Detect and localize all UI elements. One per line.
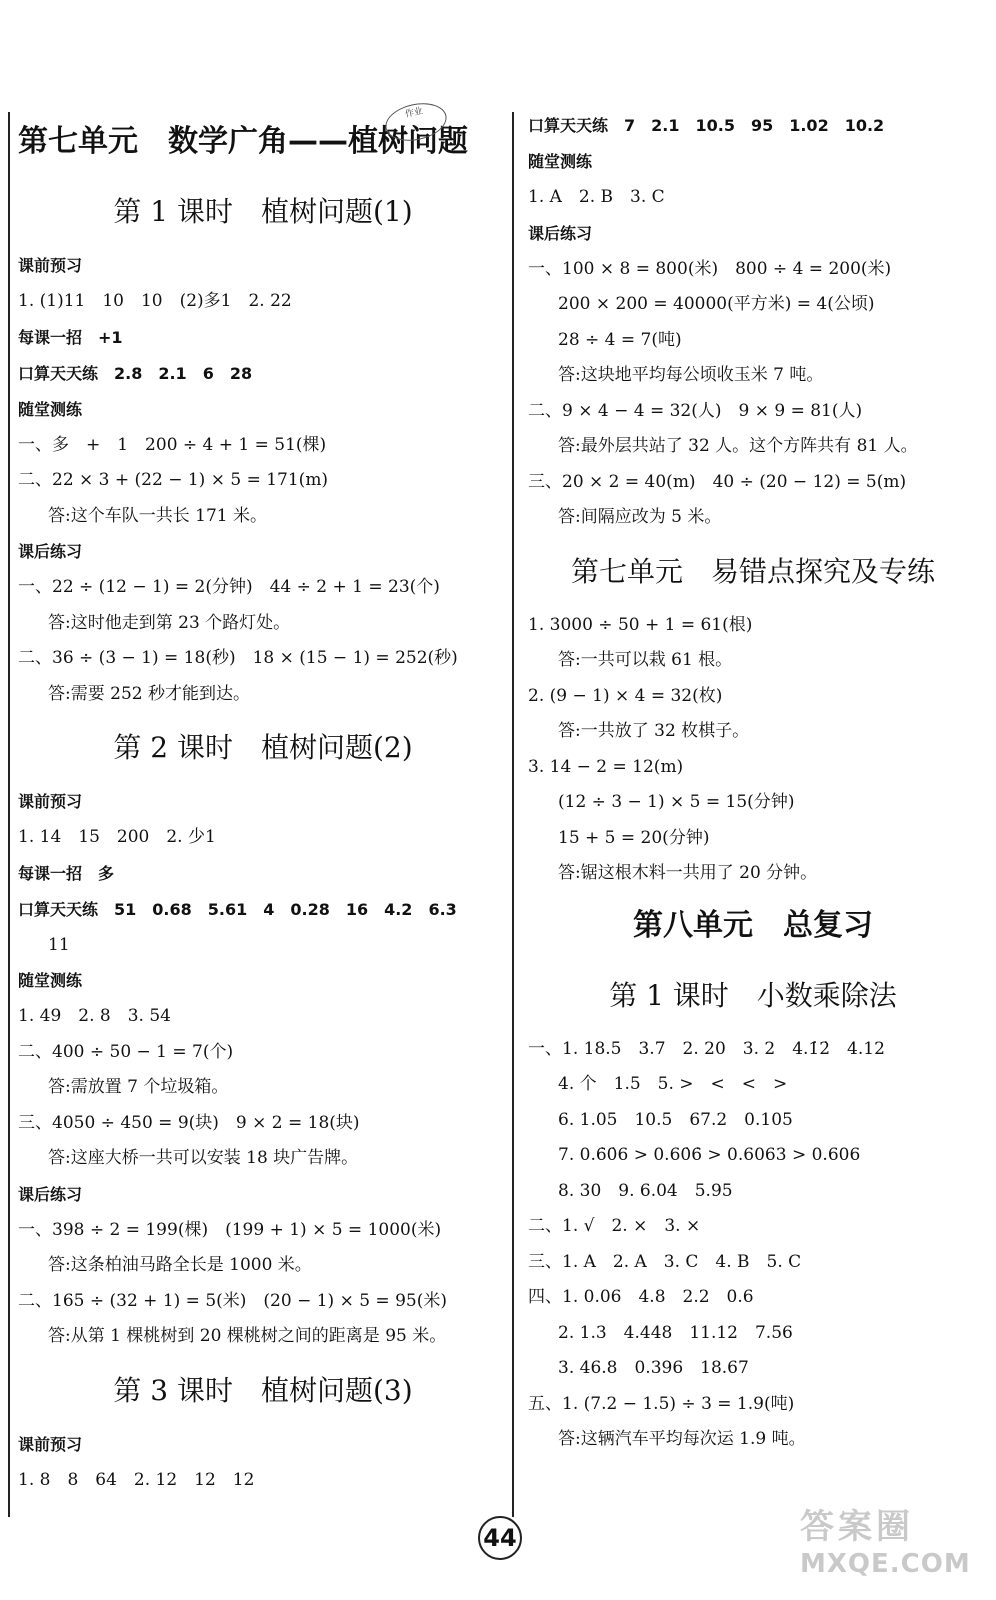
answer-line: 一、100 × 8 = 800(米) 800 ÷ 4 = 200(米) xyxy=(528,258,892,279)
answer-line: 一、398 ÷ 2 = 199(棵) (199 + 1) × 5 = 1000(米) xyxy=(18,1219,442,1240)
answer-line-indented: 答:这条柏油马路全长是 1000 米。 xyxy=(48,1255,312,1275)
answer-line: 2. (9 − 1) × 4 = 32(枚) xyxy=(528,685,723,706)
left-border xyxy=(8,112,10,1517)
answer-line-indented: 答:这块地平均每公顷收玉米 7 吨。 xyxy=(558,365,824,385)
answer-line-indented: 答:从第 1 棵桃树到 20 棵桃树之间的距离是 95 米。 xyxy=(48,1326,447,1346)
answer-line-indented: 28 ÷ 4 = 7(吨) xyxy=(558,329,682,350)
answer-line: 1. (1)11 10 10 (2)多1 2. 22 xyxy=(18,291,292,311)
section-heading: 课后练习 xyxy=(18,1184,83,1204)
answer-line-indented: 2. 1.3 4.448 11.12 7.56 xyxy=(558,1322,793,1343)
answer-line: 四、1. 0.06 4.8 2.2 0.6 xyxy=(528,1287,754,1307)
answer-line-indented: 7. 0.6̇0̇6 > 0.60̇6̇ > 0.6063 > 0.606 xyxy=(558,1145,861,1165)
watermark-logo-text: 答案圈 xyxy=(800,1507,914,1547)
answer-line: 3. 14 − 2 = 12(m) xyxy=(528,756,684,777)
answer-line-indented: 200 × 200 = 40000(平方米) = 4(公顷) xyxy=(558,294,875,314)
answer-line: 1. A 2. B 3. C xyxy=(528,187,665,207)
site-watermark xyxy=(800,1505,980,1590)
answer-line: 1. 14 15 200 2. 少1 xyxy=(18,827,216,847)
lesson-title: 第 2 课时 植树问题(2) xyxy=(113,731,413,764)
answer-line-indented: 6. 1.05 10.5 67.2 0.105 xyxy=(558,1109,793,1130)
right-content xyxy=(528,108,978,1458)
left-column xyxy=(18,108,508,1498)
page-number: 44 xyxy=(478,1516,522,1560)
answer-line: 二、36 ÷ (3 − 1) = 18(秒) 18 × (15 − 1) = 252(秒) xyxy=(18,648,458,668)
answer-line-indented: 答:需放置 7 个垃圾箱。 xyxy=(48,1077,229,1097)
answer-line-indented: 答:这座大桥一共可以安装 18 块广告牌。 xyxy=(48,1148,359,1168)
section-heading: 口算天天练 2.8 2.1 6 28 xyxy=(18,363,253,383)
section-heading: 课前预习 xyxy=(18,1434,83,1454)
answer-line: 一、1. 18.5 3.7 2. 20 3. 2 4.1̇2̇ 4.12 xyxy=(528,1038,885,1059)
answer-line-indented: (12 ÷ 3 − 1) × 5 = 15(分钟) xyxy=(558,792,795,812)
answer-line: 1. 3000 ÷ 50 + 1 = 61(根) xyxy=(528,614,753,635)
answer-line-indented: 8. 30 9. 6.04 5.95 xyxy=(558,1180,733,1201)
page-footer xyxy=(453,1508,543,1568)
section-heading: 课后练习 xyxy=(528,223,593,243)
answer-line-indented: 答:这时他走到第 23 个路灯处。 xyxy=(48,612,291,633)
section-heading: 口算天天练 51 0.68 5.61 4 0.28 16 4.2 6.3 xyxy=(18,899,457,919)
section-heading: 课前预习 xyxy=(18,792,83,811)
section-heading: 随堂测练 xyxy=(18,399,83,419)
answer-line-indented: 3. 46.8 0.396 18.67 xyxy=(558,1358,749,1378)
column-divider xyxy=(512,112,514,1517)
answer-line-indented: 15 + 5 = 20(分钟) xyxy=(558,827,710,848)
homework-stamp: 作业 xyxy=(382,98,450,146)
section-heading: 随堂测练 xyxy=(528,152,593,171)
section-heading: 随堂测练 xyxy=(18,971,83,990)
answer-line-indented: 答:一共可以栽 61 根。 xyxy=(558,650,733,670)
answer-line: 一、22 ÷ (12 − 1) = 2(分钟) 44 ÷ 2 + 1 = 23(个) xyxy=(18,577,440,597)
answer-line: 五、1. (7.2 − 1.5) ÷ 3 = 1.9(吨) xyxy=(528,1393,795,1414)
left-content xyxy=(18,176,508,1498)
lesson-title: 第七单元 易错点探究及专练 xyxy=(570,554,935,588)
answer-line-indented: 答:这个车队一共长 171 米。 xyxy=(48,505,267,526)
answer-line: 一、多 + 1 200 ÷ 4 + 1 = 51(棵) xyxy=(18,434,327,455)
answer-line-indented: 4. 个 1.5 5. > < < > xyxy=(558,1074,788,1094)
watermark-url: MXQE.COM xyxy=(800,1549,971,1579)
answer-line-indented: 答:这辆汽车平均每次运 1.9 吨。 xyxy=(558,1429,806,1449)
answer-line-indented: 答:一共放了 32 枚棋子。 xyxy=(558,721,750,741)
answer-line: 二、22 × 3 + (22 − 1) × 5 = 171(m) xyxy=(18,470,329,490)
section-heading: 口算天天练 7 2.1 10.5 95 1.02 10.2 xyxy=(528,116,885,135)
answer-line-indented: 答:锯这根木料一共用了 20 分钟。 xyxy=(558,863,818,883)
answer-line: 二、400 ÷ 50 − 1 = 7(个) xyxy=(18,1041,234,1062)
lesson-title: 第 3 课时 植树问题(3) xyxy=(113,1373,413,1407)
section-heading: 每课一招 +1 xyxy=(18,327,123,347)
section-heading: 课前预习 xyxy=(18,256,83,275)
answer-line-indented: 答:需要 252 秒才能到达。 xyxy=(48,683,250,704)
answer-line: 二、165 ÷ (32 + 1) = 5(米) (20 − 1) × 5 = 95(米) xyxy=(18,1290,447,1311)
answer-line-indented: 11 xyxy=(48,934,70,955)
answer-line: 1. 8 8 64 2. 12 12 12 xyxy=(18,1469,255,1490)
lesson-title: 第 1 课时 小数乘除法 xyxy=(609,978,897,1012)
answer-line: 二、9 × 4 − 4 = 32(人) 9 × 9 = 81(人) xyxy=(528,400,863,421)
answer-line: 1. 49 2. 8 3. 54 xyxy=(18,1006,171,1026)
answer-line: 三、20 × 2 = 40(m) 40 ÷ (20 − 12) = 5(m) xyxy=(528,471,907,492)
section-heading: 课后练习 xyxy=(18,542,83,561)
answer-line: 三、4050 ÷ 450 = 9(块) 9 × 2 = 18(块) xyxy=(18,1112,360,1133)
answer-line-indented: 答:最外层共站了 32 人。这个方阵共有 81 人。 xyxy=(558,436,918,456)
answer-line: 三、1. A 2. A 3. C 4. B 5. C xyxy=(528,1251,802,1272)
unit-title: 第八单元 总复习 xyxy=(633,907,873,943)
right-column xyxy=(528,108,978,1458)
answer-line-indented: 答:间隔应改为 5 米。 xyxy=(558,507,722,527)
section-heading: 每课一招 多 xyxy=(18,863,115,883)
answer-line: 二、1. √ 2. × 3. × xyxy=(528,1216,701,1236)
lesson-title: 第 1 课时 植树问题(1) xyxy=(113,195,413,228)
unit-title: 第七单元 数学广角——植树问题 xyxy=(18,124,468,159)
